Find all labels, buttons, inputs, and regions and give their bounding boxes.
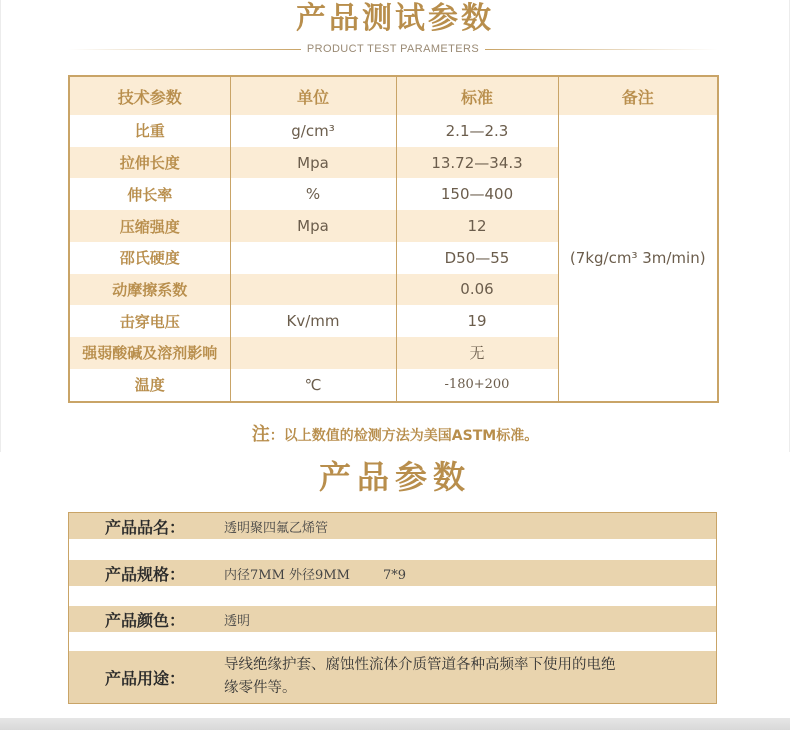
usage-line-2: 缘零件等。 bbox=[224, 680, 297, 696]
param-name: 伸长率 bbox=[69, 178, 230, 210]
param-standard: 无 bbox=[396, 337, 558, 369]
note-text: ：以上数值的检测方法为美国ASTM标准。 bbox=[269, 428, 539, 444]
param-name: 邵氏硬度 bbox=[69, 242, 230, 274]
param-unit bbox=[230, 337, 396, 369]
param-value bbox=[224, 654, 716, 700]
param-standard: 19 bbox=[396, 305, 558, 337]
note-prefix: 注 bbox=[251, 424, 270, 445]
param-name: 压缩强度 bbox=[69, 210, 230, 242]
param-row-name bbox=[69, 513, 716, 539]
param-standard: 13.72—34.3 bbox=[396, 147, 558, 179]
subtitle-row bbox=[68, 40, 718, 58]
row-spacer bbox=[69, 586, 716, 606]
divider-line-left bbox=[68, 49, 301, 50]
param-name: 拉伸长度 bbox=[69, 147, 230, 179]
param-name: 比重 bbox=[69, 115, 230, 147]
param-label: 产品用途： bbox=[105, 668, 186, 688]
header-technical-parameter: 技术参数 bbox=[69, 76, 230, 115]
param-row-usage bbox=[69, 651, 716, 703]
param-unit bbox=[230, 274, 396, 306]
param-value: 透明聚四氟乙烯管 bbox=[224, 520, 329, 536]
param-label: 产品颜色： bbox=[105, 610, 186, 630]
row-spacer bbox=[69, 539, 716, 560]
test-parameters-table bbox=[68, 75, 719, 403]
param-label: 产品规格： bbox=[105, 564, 186, 584]
divider-line-right bbox=[485, 49, 718, 50]
table-row bbox=[69, 115, 718, 147]
param-standard: -180+200 bbox=[396, 369, 558, 402]
param-standard: 150—400 bbox=[396, 178, 558, 210]
param-standard: 2.1—2.3 bbox=[396, 115, 558, 147]
header-unit: 单位 bbox=[230, 76, 396, 115]
test-method-note bbox=[0, 420, 790, 446]
param-unit bbox=[230, 242, 396, 274]
param-name: 强弱酸碱及溶剂影响 bbox=[69, 337, 230, 369]
remark-cell: (7kg/cm³ 3m/min) bbox=[558, 115, 718, 402]
row-spacer bbox=[69, 632, 716, 651]
header-standard: 标准 bbox=[396, 76, 558, 115]
param-value: 内径7MM 外径9MM 7*9 bbox=[224, 567, 407, 583]
param-unit: Mpa bbox=[230, 147, 396, 179]
param-standard: D50—55 bbox=[396, 242, 558, 274]
param-unit: g/cm³ bbox=[230, 115, 396, 147]
test-parameters-subtitle: PRODUCT TEST PARAMETERS bbox=[306, 43, 480, 55]
usage-line-1: 导线绝缘护套、腐蚀性流体介质管道各种高频率下使用的电绝 bbox=[224, 657, 616, 673]
param-name: 击穿电压 bbox=[69, 305, 230, 337]
param-name: 温度 bbox=[69, 369, 230, 402]
product-parameters-title: 产品参数 bbox=[318, 458, 471, 496]
param-unit: % bbox=[230, 178, 396, 210]
table-header-row bbox=[69, 76, 718, 115]
param-unit: Kv/mm bbox=[230, 305, 396, 337]
param-row-spec bbox=[69, 560, 716, 586]
param-standard: 0.06 bbox=[396, 274, 558, 306]
param-unit: ℃ bbox=[230, 369, 396, 402]
param-unit: Mpa bbox=[230, 210, 396, 242]
bottom-strip bbox=[0, 718, 790, 730]
param-standard: 12 bbox=[396, 210, 558, 242]
test-parameters-title: 产品测试参数 bbox=[296, 1, 494, 36]
param-row-color bbox=[69, 606, 716, 632]
product-parameters-box bbox=[68, 512, 717, 704]
header-remark: 备注 bbox=[558, 76, 718, 115]
param-name: 动摩擦系数 bbox=[69, 274, 230, 306]
param-label: 产品品名： bbox=[105, 517, 186, 537]
param-value: 透明 bbox=[224, 613, 251, 629]
